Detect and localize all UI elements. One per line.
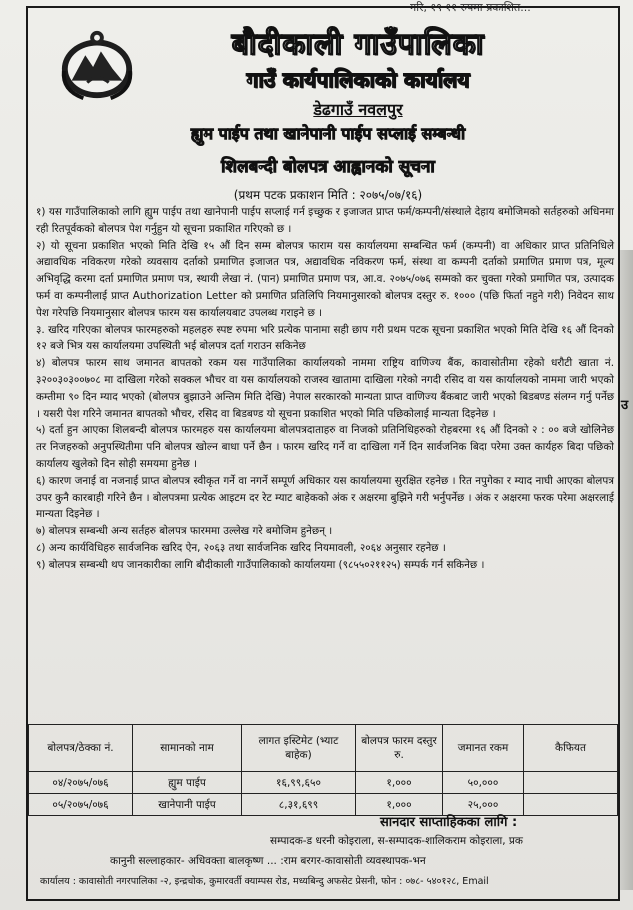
cell-security-amount: २५,००० (443, 794, 524, 816)
cell-item-name: खानेपानी पाईप (133, 794, 242, 816)
clause-7: ७) बोलपत्र सम्बन्धी अन्य सर्तहरु बोलपत्र फारममा उल्लेख गरे बमोजिम हुनेछन् । (36, 525, 333, 538)
publication-date: (प्रथम पटक प्रकाशन मिति : २०७५/०७/१६) (233, 188, 423, 202)
notice-body (36, 204, 614, 574)
cell-item-name: ह्युम पाईप (133, 772, 242, 794)
cell-tender-no: ०४/२०७५/०७६ (29, 772, 133, 794)
cell-cost-estimate: ८,३१,६९९ (242, 794, 356, 816)
clause-9: ९) बोलपत्र सम्बन्धी थप जानकारीका लागि बौदीकाली गाउँपालिकाको कार्यालयमा (९८५५०२११२५) सम्पर्क गर्न सकिनेछ । (36, 558, 485, 571)
cell-remarks (524, 794, 618, 816)
clause-4: ४) बोलपत्र फारम साथ जमानत बापतको रकम यस गाउँपालिका कार्यालयको नाममा राष्ट्रिय वाणिज्य बैंक, कावासोतीमा रहेको धरौटी खाता नं. ३२००३०३००७०८ मा दाखिला गरेको सक्कल भौचर वा यस कार्यालयको राजस्व खातामा दाखिला गरेको नगदी रसिद वा यस कार्यालयको नाममा जारी भएको कम्तीमा ९० दिन म्याद भएको (बोलपत्र बुझाउने अन्तिम मिति देखि) नेपाल सरकारको मान्यता प्राप्त वाणिज्य बैंकबाट जारी भएको बिडबण्ड संलग्न गर्नु पर्नेछ । यसरी पेश गरिने जमानत बापतको भौचर, रसिद वा बिडबण्ड यो सूचना प्रकाशित भएको मिति पछिकोलाई मान्यता दिइनेछ । (36, 357, 614, 420)
col-security-amount: जमानत रकम (443, 725, 524, 772)
clause-5: ५) दर्ता हुन आएका शिलबन्दी बोलपत्र फारमहरु यस कार्यालयमा बोलपत्रदाताहरु वा निजको प्रतिनिधिहरुको रोहबरमा १६ औं दिनको २ : ०० बजे खोलिनेछ तर निजहरुको अनुपस्थितीमा पनि बोलपत्र खोल्न बाधा पर्ने छैन । फारम खरिद गर्ने वा दाखिला गर्ने दिन सार्वजनिक बिदा परेमा उक्त कार्यहरु बिदा पछिको कार्यालय खुलेको दिन सोही समयमा हुनेछ । (36, 424, 614, 470)
footer-legal: कानुनी सल्लाहकार- अधिवक्ता बालकृष्ण ... :राम बरगर-कावासोती व्यवस्थापक-भन (110, 855, 426, 867)
table-header-row (29, 725, 618, 772)
place-title: डेढगाउँ नवलपुर (313, 100, 403, 119)
cell-tender-no: ०५/२०७५/०७६ (29, 794, 133, 816)
subject-heading: ह्युम पाईप तथा खानेपानी पाईप सप्लाई सम्बन्धी (190, 124, 466, 143)
notice-heading: शिलबन्दी बोलपत्र आह्वानको सूचना (221, 157, 435, 177)
nepal-emblem-icon (58, 26, 136, 104)
footer-office: कार्यालय : कावासोती नगरपालिका -२, इन्द्रचोक, कुमारवर्ती क्याम्पस रोड, मध्यबिन्दु अफसेट प्रेसनी, फोन : ०७८- ५४०१२८, Email (40, 876, 489, 887)
top-fragment-text: गरि, १९ ११ रुपमा प्रकाशित... (410, 1, 531, 14)
municipality-title: बौदीकाली गाउँपालिका (231, 27, 485, 62)
tender-table (28, 724, 618, 816)
clause-2: २) यो सूचना प्रकाशित भएको मिति देखि १५ औं दिन सम्म बोलपत्र फाराम यस कार्यालयमा सम्बन्धित फर्म (कम्पनी) वा अधिकार प्राप्त प्रतिनिधिले अद्यावधिक नविकरण गरेको व्यवसाय दर्ताको प्रमाणित इजाजत पत्र, अद्यावधिक नविकरण फर्म, संस्था वा कम्पनी दर्ताको प्रमाणित प्रमाण पत्र, मूल्य अभिवृद्धि करमा दर्ता प्रमाणित प्रमाण पत्र, स्थायी लेखा नं. (पान) प्रमाणित प्रमाण पत्र, आ.व. २०७५/०७६ सम्मको कर चुक्ता गरेको प्रमाणित पत्र, उत्पादक फर्म वा कम्पनीलाई प्राप्त Authorization Letter को प्रमाणित प्रतिलिपि नियमानुसारको बोलपत्र दस्तुर रु. १००० (पछि फिर्ता नहुने गरी) निवेदन साथ पेश गरेपछि नियमानुसार बोलपत्र फारम यस कार्यालयबाट उपलब्ध गराइने छ । (36, 239, 614, 319)
cell-form-fee: १,००० (356, 794, 443, 816)
cell-form-fee: १,००० (356, 772, 443, 794)
col-form-fee: बोलपत्र फारम दस्तुर रु. (356, 725, 443, 772)
notice-frame (26, 6, 620, 901)
col-item-name: सामानको नाम (133, 725, 242, 772)
table-row (29, 772, 618, 794)
page-edge-strip (620, 250, 633, 890)
clause-3: ३. खरिद गरिएका बोलपत्र फारमहरुको महलहरु स्पष्ट रुपमा भरि प्रत्येक पानामा सही छाप गरी प्रथम पटक सूचना प्रकाशित भएको मिति देखि १६ औं दिनको १२ बजे भित्र यस कार्यालयमा उपस्थिती भई बोलपत्र दर्ता गराउन सकिनेछ (36, 323, 614, 353)
cell-remarks (524, 772, 618, 794)
footer-credit: सानदार साप्ताहिकका लागि : (380, 815, 518, 830)
office-title: गाउँ कार्यपालिकाको कार्यालय (246, 68, 470, 92)
cell-security-amount: ५०,००० (443, 772, 524, 794)
cell-cost-estimate: १६,९९,६५० (242, 772, 356, 794)
col-cost-estimate: लागत इस्टिमेट (भ्याट बाहेक) (242, 725, 356, 772)
col-remarks: कैफियत (524, 725, 618, 772)
clause-8: ८) अन्य कार्यविधिहरु सार्वजनिक खरिद ऐन, २०६३ तथा सार्वजनिक खरिद नियमावली, २०६४ अनुसार रहनेछ । (36, 541, 446, 554)
edge-fragment-text: उ (621, 398, 629, 413)
clause-1: १) यस गाउँपालिकाको लागि ह्युम पाईप तथा खानेपानी पाईप सप्लाई गर्न इच्छुक र इजाजत प्राप्त फर्म/कम्पनी/संस्थाले देहाय बमोजिमको सर्तहरुको अधिनमा रही रितपूर्वकको बोलपत्र पेश गर्नुहुन यो सूचना प्रकाशित गरिएको छ । (36, 206, 614, 235)
table-row (29, 794, 618, 816)
footer-editors: सम्पादक-ड धरनी कोइराला, स-सम्पादक-शालिकराम कोइराला, प्रक (270, 835, 523, 847)
col-tender-no: बोलपत्र/ठेक्का नं. (29, 725, 133, 772)
clause-6: ६) कारण जनाई वा नजनाई प्राप्त बोलपत्र स्वीकृत गर्ने वा नगर्ने सम्पूर्ण अधिकार यस कार्यालयमा सुरक्षित रहनेछ । रित नपुगेका र म्याद नाघी आएका बोलपत्र उपर कुनै कारबाही गरिने छैन । बोलपत्रमा प्रत्येक आइटम दर रेट म्याट बाहेकको अंक र अक्षरमा बुझिने गरी भर्नुपर्नेछ । अंक र अक्षरमा फरक परेमा अक्षरलाई मान्यता दिइनेछ । (36, 474, 614, 521)
